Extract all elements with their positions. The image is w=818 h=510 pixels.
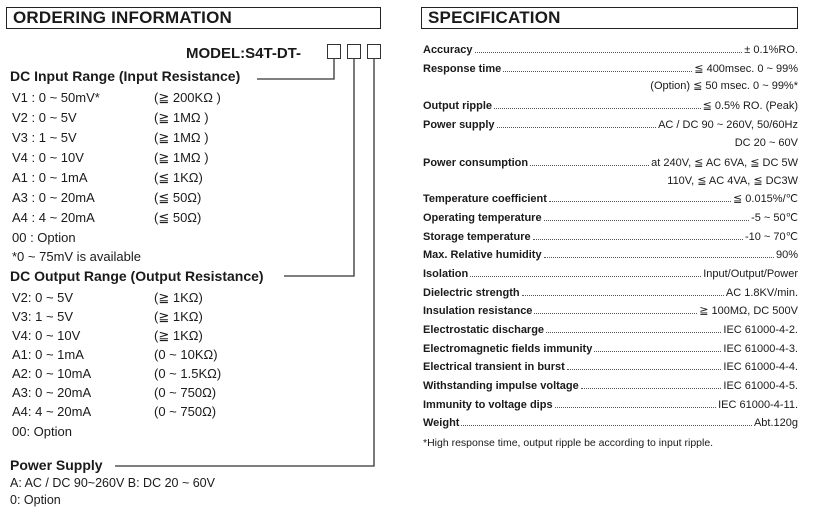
spec-row-insulation-resistance: Insulation resistance ≧ 100MΩ, DC 500V bbox=[423, 305, 798, 317]
spec-row-temperature-coefficient: Temperature coefficient ≦ 0.015%/℃ bbox=[423, 193, 798, 205]
spec-row-power-supply: Power supply AC / DC 90 ~ 260V, 50/60Hz bbox=[423, 119, 798, 131]
input-range-heading: DC Input Range (Input Resistance) bbox=[10, 68, 241, 84]
spec-row-humidity: Max. Relative humidity 90% bbox=[423, 249, 798, 261]
spec-row-dielectric-strength: Dielectric strength AC 1.8KV/min. bbox=[423, 287, 798, 299]
spec-response-time-option: (Option) ≦ 50 msec. 0 ~ 99%* bbox=[650, 80, 798, 92]
input-option: 00 : Option bbox=[12, 230, 76, 245]
power-supply-option: 0: Option bbox=[10, 493, 61, 507]
spec-row-storage-temperature: Storage temperature -10 ~ 70℃ bbox=[423, 231, 798, 243]
spec-row-em-fields-immunity: Electromagnetic fields immunity IEC 61000-4-3. bbox=[423, 343, 798, 355]
specification-title: SPECIFICATION bbox=[421, 7, 798, 29]
spec-row-output-ripple: Output ripple ≦ 0.5% RO. (Peak) bbox=[423, 100, 798, 112]
spec-row-voltage-dips: Immunity to voltage dips IEC 61000-4-11. bbox=[423, 399, 798, 411]
spec-footnote: *High response time, output ripple be according to input ripple. bbox=[423, 437, 714, 449]
spec-power-supply-dc: DC 20 ~ 60V bbox=[734, 137, 798, 149]
spec-row-electrostatic-discharge: Electrostatic discharge IEC 61000-4-2. bbox=[423, 324, 798, 336]
spec-row-accuracy: Accuracy ± 0.1%RO. bbox=[423, 44, 798, 56]
spec-row-power-consumption: Power consumption at 240V, ≦ AC 6VA, ≦ DC 5W bbox=[423, 157, 798, 169]
spec-row-isolation: Isolation Input/Output/Power bbox=[423, 268, 798, 280]
spec-row-operating-temperature: Operating temperature -5 ~ 50℃ bbox=[423, 212, 798, 224]
spec-row-transient-burst: Electrical transient in burst IEC 61000-4-4. bbox=[423, 361, 798, 373]
spec-row-weight: Weight Abt.120g bbox=[423, 417, 798, 429]
spec-row-response-time: Response time ≦ 400msec. 0 ~ 99% bbox=[423, 63, 798, 75]
power-supply-heading: Power Supply bbox=[10, 457, 103, 473]
model-code: MODEL:S4T-DT- bbox=[186, 45, 301, 62]
power-supply-options: A: AC / DC 90~260V B: DC 20 ~ 60V bbox=[10, 476, 215, 490]
input-note: *0 ~ 75mV is available bbox=[12, 249, 141, 264]
output-range-heading: DC Output Range (Output Resistance) bbox=[10, 268, 264, 284]
ordering-title: ORDERING INFORMATION bbox=[6, 7, 381, 29]
output-option: 00: Option bbox=[12, 424, 72, 439]
spec-power-consumption-110v: 110V, ≦ AC 4VA, ≦ DC3W bbox=[667, 175, 798, 187]
spec-row-impulse-voltage: Withstanding impulse voltage IEC 61000-4-5. bbox=[423, 380, 798, 392]
